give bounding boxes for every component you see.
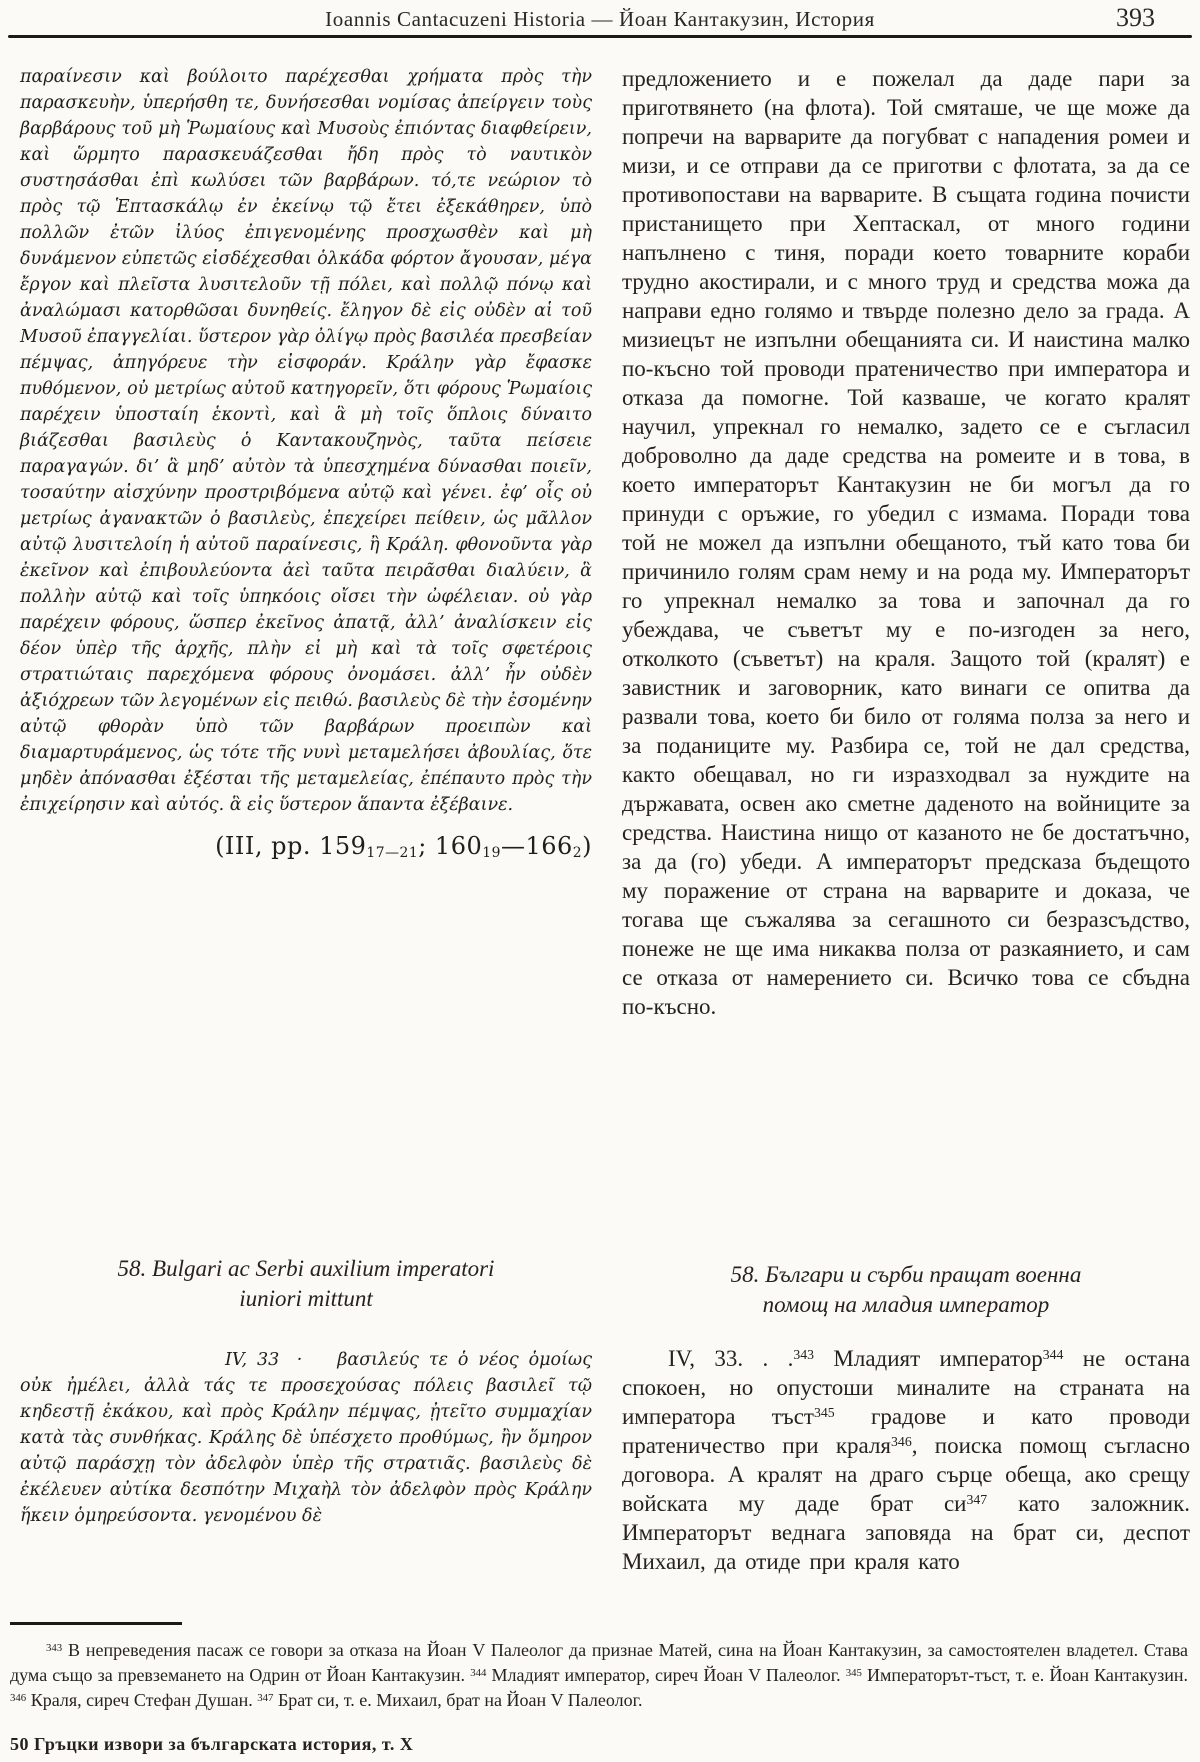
source-citation: (III, pp. $159_{17—21}$; $160_{19}—166_2$) xyxy=(215,832,592,862)
greek-paragraph-1: παραίνεσιν καὶ βούλοιτο παρέχεσθαι χρήματα πρὸς τὴν παρασκευὴν, ὑπερήσθη τε, δυνήσεσθαι νομίσας ἀπείργειν τοὺς βαρβάρους τοῦ μὴ Ῥωμαίους καὶ Μυσοὺς ἐπιόντας διαφθείρειν, καὶ ὥρμητο παρασκευάζεσθαι ἤδη πρὸς τὸ ναυτικὸν συστησάσθαι ἐπὶ κωλύσει τῶν βαρβάρων. τό,τε νεώριον τὸ πρὸς τῷ Ἑπτασκάλῳ ἐν ἐκείνῳ τῷ ἔτει ἐξεκάθηρεν, ὑπὸ πολλῶν ἐτῶν ἰλύος ἐπιγενομένης προσχωσθὲν καὶ μὴ δυνάμενον εὐπετῶς εἰσδέχεσθαι ὁλκάδα φόρτον ἄγουσαν, μέγα ἔργον καὶ πλεῖστα λυσιτελοῦν τῇ πόλει, καὶ πολλῷ πόνῳ καὶ ἀναλώμασι κατορθῶσαι δυνηθείς. ἔληγον δὲ εἰς οὐδὲν αἱ τοῦ Μυσοῦ ἐπαγγελίαι. ὕστερον γὰρ ὀλίγῳ πρὸς βασιλέα πρεσβείαν πέμψας, ἀπηγόρευε τὴν εἰσφοράν. Κράλην γὰρ ἔφασκε πυθόμενον, οὐ μετρίως αὐτοῦ κατηγορεῖν, ὅτι φόρους Ῥωμαίοις παρέχειν ὑποσταίη ἑκοντὶ, καὶ ἃ μὴ τοῖς ὅπλοις δύναιτο βιάζεσθαι βασιλεὺς ὁ Καντακουζηνὸς, ταῦτα πείσειε παραγαγών. δι’ ἃ μηδ’ αὐτὸν τὰ ὑπεσχημένα δύνασθαι ποιεῖν, τοσαύτην αἰσχύνην προστριβόμενα αὐτῷ καὶ γένει. ἐφ’ οἷς οὐ μετρίως ἀγανακτῶν ὁ βασιλεὺς, ἐπεχείρει πείθειν, ὡς μᾶλλον αὐτῷ λυσιτελοίη ἡ αὐτοῦ παραίνεσις, ἢ Κράλη. φθονοῦντα γὰρ ἐκεῖνον καὶ ἐπιβουλεύοντα ἀεὶ ταῦτα πειρᾶσθαι διαλύειν, ἃ πολλὴν αὐτῷ καὶ τοῖς ὑπηκόοις οἴσει τὴν ὠφέλειαν. οὐ γὰρ παρέχειν φόρους, ὥσπερ ἐκεῖνος ἀπατᾷ, ἀλλ’ ἀναλίσκειν εἰς δέον ὑπὲρ τῆς ἀρχῆς, πλὴν εἰ μὴ καὶ τὰ τοῖς σφετέροις στρατιώταις παρεχόμενα φόρους ὀνομάσει. ἀλλ’ ἦν οὐδὲν ἀξιόχρεων τῶν λεγομένων εἰς πειθώ. βασιλεὺς δὲ τὴν ἐσομένην αὐτῷ φθορὰν ὑπὸ τῶν βαρβάρων προειπὼν καὶ διαμαρτυράμενος, ὡς τότε τῆς νυνὶ μεταμελήσει ἀβουλίας, ὅτε μηδὲν ἀπόνασθαι ἐξέσται τῆς μεταμελείας, ἐπέπαυτο πρὸς τὴν ἐπιχείρησιν καὶ αὐτός. ἃ εἰς ὕστερον ἅπαντα ἐξέβαινε. xyxy=(20,67,592,815)
header-rule xyxy=(8,35,1192,38)
footnotes-block: $^{343}$ В непреведения пасаж се говори за отказа на Йоан V Палеолог да признае Матей, сина на Йоан Кантакузин, за самостоятелен владетел. Става дума също за превземането на Одрин от Йоан Кантакузин. $^{344}$ Младият император, сиреч Йоан V Палеолог. $^{345}$ Императорът-тъст, т. е. Йоан Кантакузин. $^{346}$ Краля, сиреч Стефан Душан. $^{347}$ Брат си, т. е. Михаил, брат на Йоан V Палеолог. xyxy=(10,1640,1188,1710)
footnote-separator-rule xyxy=(10,1622,182,1625)
greek-paragraph-2: IV, 33 · βασιλεύς τε ὁ νέος ὁμοίως οὐκ ἠμέλει, ἀλλὰ τάς τε προσεχούσας πόλεις βασιλεῖ τῷ κηδεστῇ ἐκάκου, καὶ πρὸς Κράλην πέμψας, ᾐτεῖτο συμμαχίαν κατὰ τὰς συνθήκας. Κράλης δὲ ὑπέσχετο προθύμως, ἢν ὅμηρον αὐτῷ παράσχῃ τὸν ἀδελφὸν ὑπὲρ τῆς στρατιᾶς. βασιλεὺς δὲ ἐκέλευεν αὐτίκα δεσπότην Μιχαὴλ τὸν ἀδελφὸν πρὸς Κράλην ἥκειν ὁμηρεύσοντα. γενομένου δὲ xyxy=(20,1350,592,1526)
signature-mark: 50 Гръцки извори за българската история, т. X xyxy=(10,1734,414,1754)
section-heading-bulgarian-line1: 58. Българи и сърби пращат военна xyxy=(730,1262,1082,1287)
bulgarian-column xyxy=(622,64,1190,1609)
page-number: 393 xyxy=(1116,3,1155,32)
bulgarian-paragraph-2: IV, 33. . .$^{343}$ Младият император$^{344}$ не остана спокоен, но опустоши миналите на страната на императора тъст$^{345}$ градове и като проводи пратеничество при краля$^{346}$, поиска помощ съгласно договора. А кралят на драго сърце обеща, ако срещу войската му даде брат $си^{347}$ като заложник. Императорът веднага заповяда на брат си, деспот Михаил, да отиде при краля като xyxy=(622,1346,1191,1574)
section-heading-latin-line1: 58. Bulgari ac Serbi auxilium imperatori xyxy=(117,1256,495,1281)
section-heading-latin-line2: iuniori mittunt xyxy=(239,1286,373,1311)
greek-column xyxy=(20,64,592,1609)
bulgarian-paragraph-1: предложението и е пожелал да даде пари за приготвянето (на флота). Той смяташе, че ще може да попречи на варварите да погубват с нападения ромеи и мизи, и се отправи да се приготви с флотата, за да се противопостави на варварите. В същата година почисти пристанището при Хептаскал, от много години напълнено с тиня, поради което товарните кораби трудно акостирали, и с много труд и средства можа да направи едно голямо и твърде полезно дело за града. А мизиецът не изпълни обещанията си. И наистина малко по-късно той проводи пратеничество при императора и отказа да помогне. Той казваше, че когато кралят научил, упрекнал го немалко, задето се е съгласил доброволно да даде средства на ромеите и в това, в което императорът Кантакузин не би могъл да го принуди с оръжие, го убедил с измама. Поради това той не можел да изпълни обещаното, тъй като това би причинило голям срам нему и на рода му. Императорът го упрекнал немалко за това и започнал да го убеждава, че съветът му е по-изгоден за него, отколкото (съветът) на краля. Защото той (кралят) е завистник и заговорник, като винаги се опитва да развали това, което би било от голяма полза за него и за поданиците му. Разбира се, той не дал средства, както обещавал, но ги изразходвал за нуждите на държавата, освен ако сметне даденото на войниците за средства. Наистина нищо от казаното не бе достатъчно, за да (го) убеди. А императорът предсказа бъдещото му поражение от страна на варварите и доказа, че тогава ще съжалява за сегашното си безразсъдство, понеже не ще има никаква полза от разкаянието, и сам се отказа от намерението си. Всичко това се сбъдна по-късно. xyxy=(622,66,1190,1019)
section-heading-latin xyxy=(20,1254,592,1314)
section-heading-bulgarian xyxy=(622,1260,1190,1320)
running-title: Ioannis Cantacuzeni Historia — Йоан Кантакузин, История xyxy=(325,7,875,31)
section-heading-bulgarian-line2: помощ на младия император xyxy=(762,1292,1050,1317)
